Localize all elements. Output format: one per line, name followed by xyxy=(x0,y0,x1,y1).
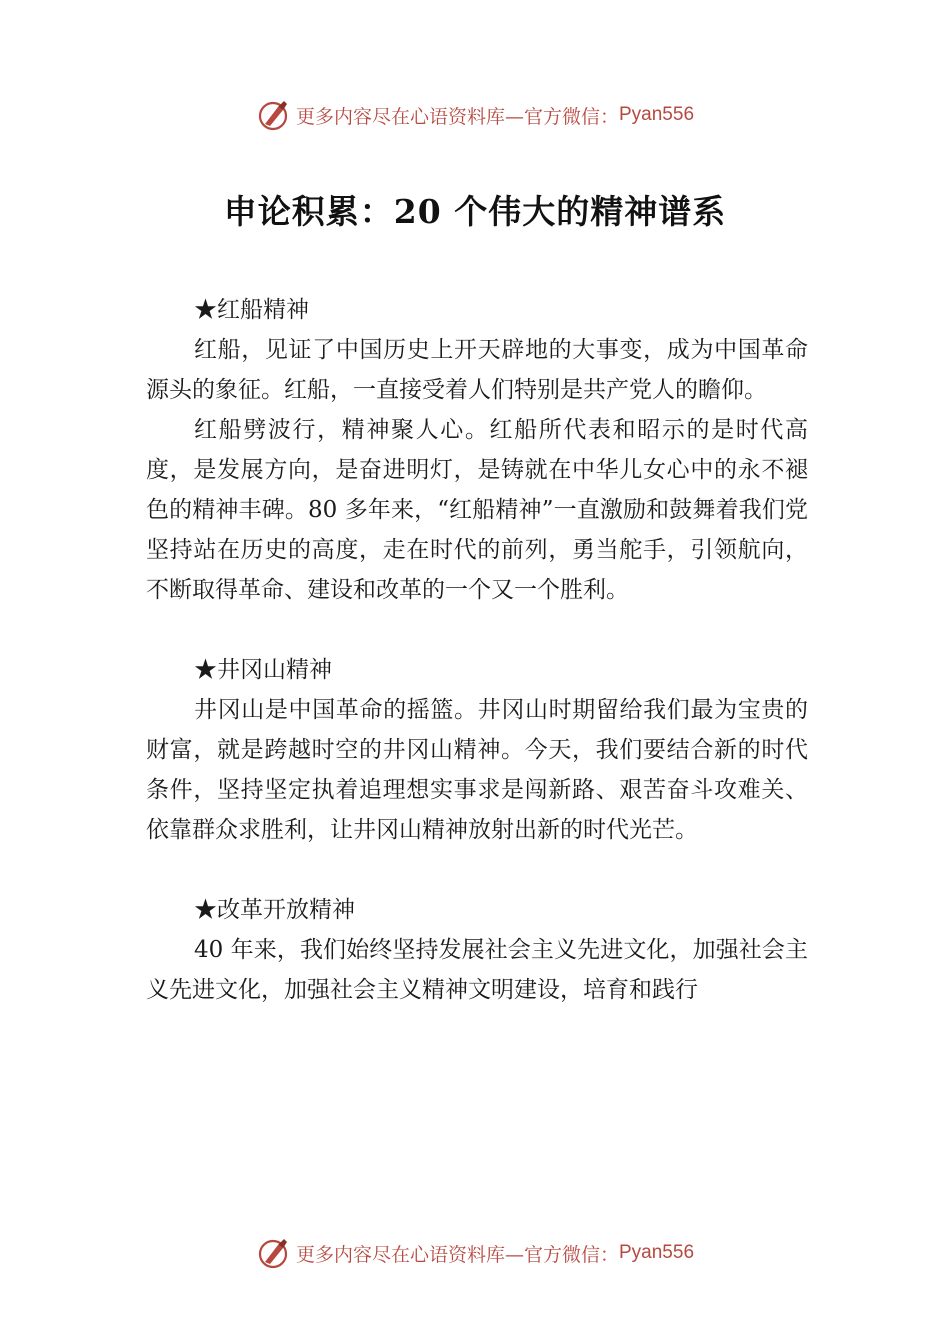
header-wechat: Pyan556 xyxy=(619,104,695,125)
footer-banner xyxy=(0,1233,950,1273)
pen-logo-icon xyxy=(256,98,290,132)
section-jinggangshan xyxy=(146,650,808,850)
section-heading: ★红船精神 xyxy=(194,297,309,323)
section-reform-opening xyxy=(146,890,808,1010)
page-title: 申论积累：20 个伟大的精神谱系 xyxy=(223,192,727,231)
header-text: 更多内容尽在心语资料库—官方微信： xyxy=(295,105,619,128)
section-heading: ★改革开放精神 xyxy=(194,897,355,923)
section-red-boat xyxy=(146,290,808,610)
section-gap xyxy=(146,610,808,650)
footer-wechat: Pyan556 xyxy=(619,1242,695,1263)
header-banner xyxy=(0,95,950,135)
section-gap xyxy=(146,850,808,890)
section-heading: ★井冈山精神 xyxy=(194,657,332,683)
footer-text: 更多内容尽在心语资料库—官方微信： xyxy=(295,1243,619,1266)
paragraph: 红船，见证了中国历史上开天辟地的大事变，成为中国革命源头的象征。红船，一直接受着人们特别是共产党人的瞻仰。 xyxy=(146,337,808,403)
paragraph: 井冈山是中国革命的摇篮。井冈山时期留给我们最为宝贵的财富，就是跨越时空的井冈山精神。今天，我们要结合新的时代条件，坚持坚定执着追理想实事求是闯新路、艰苦奋斗攻难关、依靠群众求胜利，让井冈山精神放射出新的时代光芒。 xyxy=(146,697,808,843)
document-body xyxy=(146,290,808,1010)
pen-logo-icon xyxy=(256,1236,290,1270)
paragraph: 40 年来，我们始终坚持发展社会主义先进文化，加强社会主义先进文化，加强社会主义精神文明建设，培育和践行 xyxy=(146,937,808,1003)
paragraph: 红船劈波行，精神聚人心。红船所代表和昭示的是时代高度，是发展方向，是奋进明灯，是铸就在中华儿女心中的永不褪色的精神丰碑。80 多年来，“红船精神”一直激励和鼓舞着我们党坚持站在历史的高度，走在时代的前列，勇当舵手，引领航向，不断取得革命、建设和改革的一个又一个胜利。 xyxy=(146,417,808,603)
